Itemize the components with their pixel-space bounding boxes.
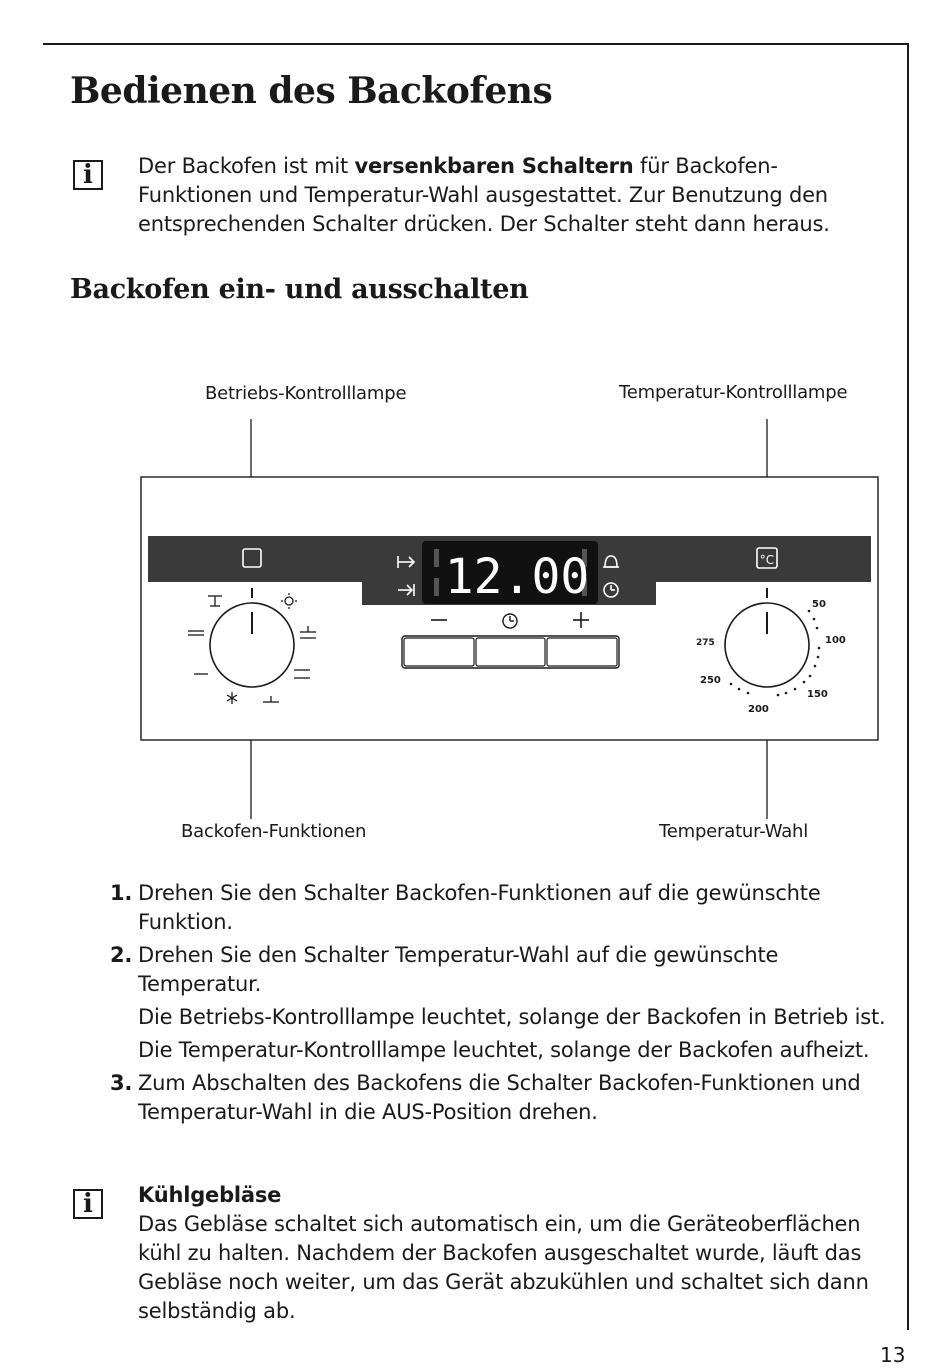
temp-mark-275: 275 [696, 638, 715, 648]
step-list [110, 879, 890, 1131]
temp-mark-150: 150 [807, 689, 828, 700]
label-temperature-lamp: Temperatur-Kontrolllampe [619, 382, 848, 403]
page-number: 13 [880, 1343, 906, 1367]
temp-mark-50: 50 [812, 599, 826, 610]
step-1 [110, 879, 890, 937]
info-icon: i [73, 1189, 103, 1219]
step-number: 3. [110, 1071, 133, 1095]
page-title: Bedienen des Backofens [70, 70, 553, 112]
step-text: Zum Abschalten des Backofens die Schalter Backofen-Funktionen und Temperatur-Wahl in die AUS-Position drehen. [138, 1071, 861, 1124]
intro-part1: Der Backofen ist mit [138, 154, 355, 178]
note-block [138, 1181, 878, 1326]
intro-bold: versenkbaren Schaltern [354, 154, 634, 178]
step-text: Die Temperatur-Kontrolllampe leuchtet, solange der Backofen aufheizt. [138, 1038, 870, 1062]
temp-mark-250: 250 [700, 675, 721, 686]
button-group [402, 636, 619, 668]
label-temperature-selection: Temperatur-Wahl [659, 821, 809, 842]
temp-mark-200: 200 [748, 704, 769, 715]
step-3 [110, 1069, 890, 1127]
step-number: 1. [110, 881, 133, 905]
step-text: Drehen Sie den Schalter Temperatur-Wahl auf die gewünschte Temperatur. [138, 943, 779, 996]
info-icon: i [73, 160, 103, 190]
clock-display-time: 12.00 [444, 549, 590, 605]
step-text: Die Betriebs-Kontrolllampe leuchtet, solange der Backofen in Betrieb ist. [138, 1005, 886, 1029]
step-text: Drehen Sie den Schalter Backofen-Funktionen auf die gewünschte Funktion. [138, 881, 821, 934]
svg-text:°C: °C [759, 553, 775, 567]
label-operation-lamp: Betriebs-Kontrolllampe [205, 383, 407, 404]
step-number: 2. [110, 943, 133, 967]
intro-part2: für Backofen-Funktionen und Temperatur-Wahl ausgestattet. Zur Benutzung den entsprechenden Schalter drücken. Der Schalter steht dann heraus. [138, 154, 830, 236]
note-heading: Kühlgebläse [138, 1183, 282, 1207]
temp-mark-100: 100 [825, 635, 846, 646]
label-oven-functions: Backofen-Funktionen [181, 821, 367, 842]
step-2 [110, 941, 890, 1065]
section-heading: Backofen ein- und ausschalten [70, 274, 529, 305]
note-body: Das Gebläse schaltet sich automatisch ein, um die Geräteoberflächen kühl zu halten. Nachdem der Backofen ausgeschaltet wurde, läuft das Gebläse noch weiter, um das Gerät abzukühlen und schaltet sich dann selbständig ab. [138, 1212, 869, 1323]
